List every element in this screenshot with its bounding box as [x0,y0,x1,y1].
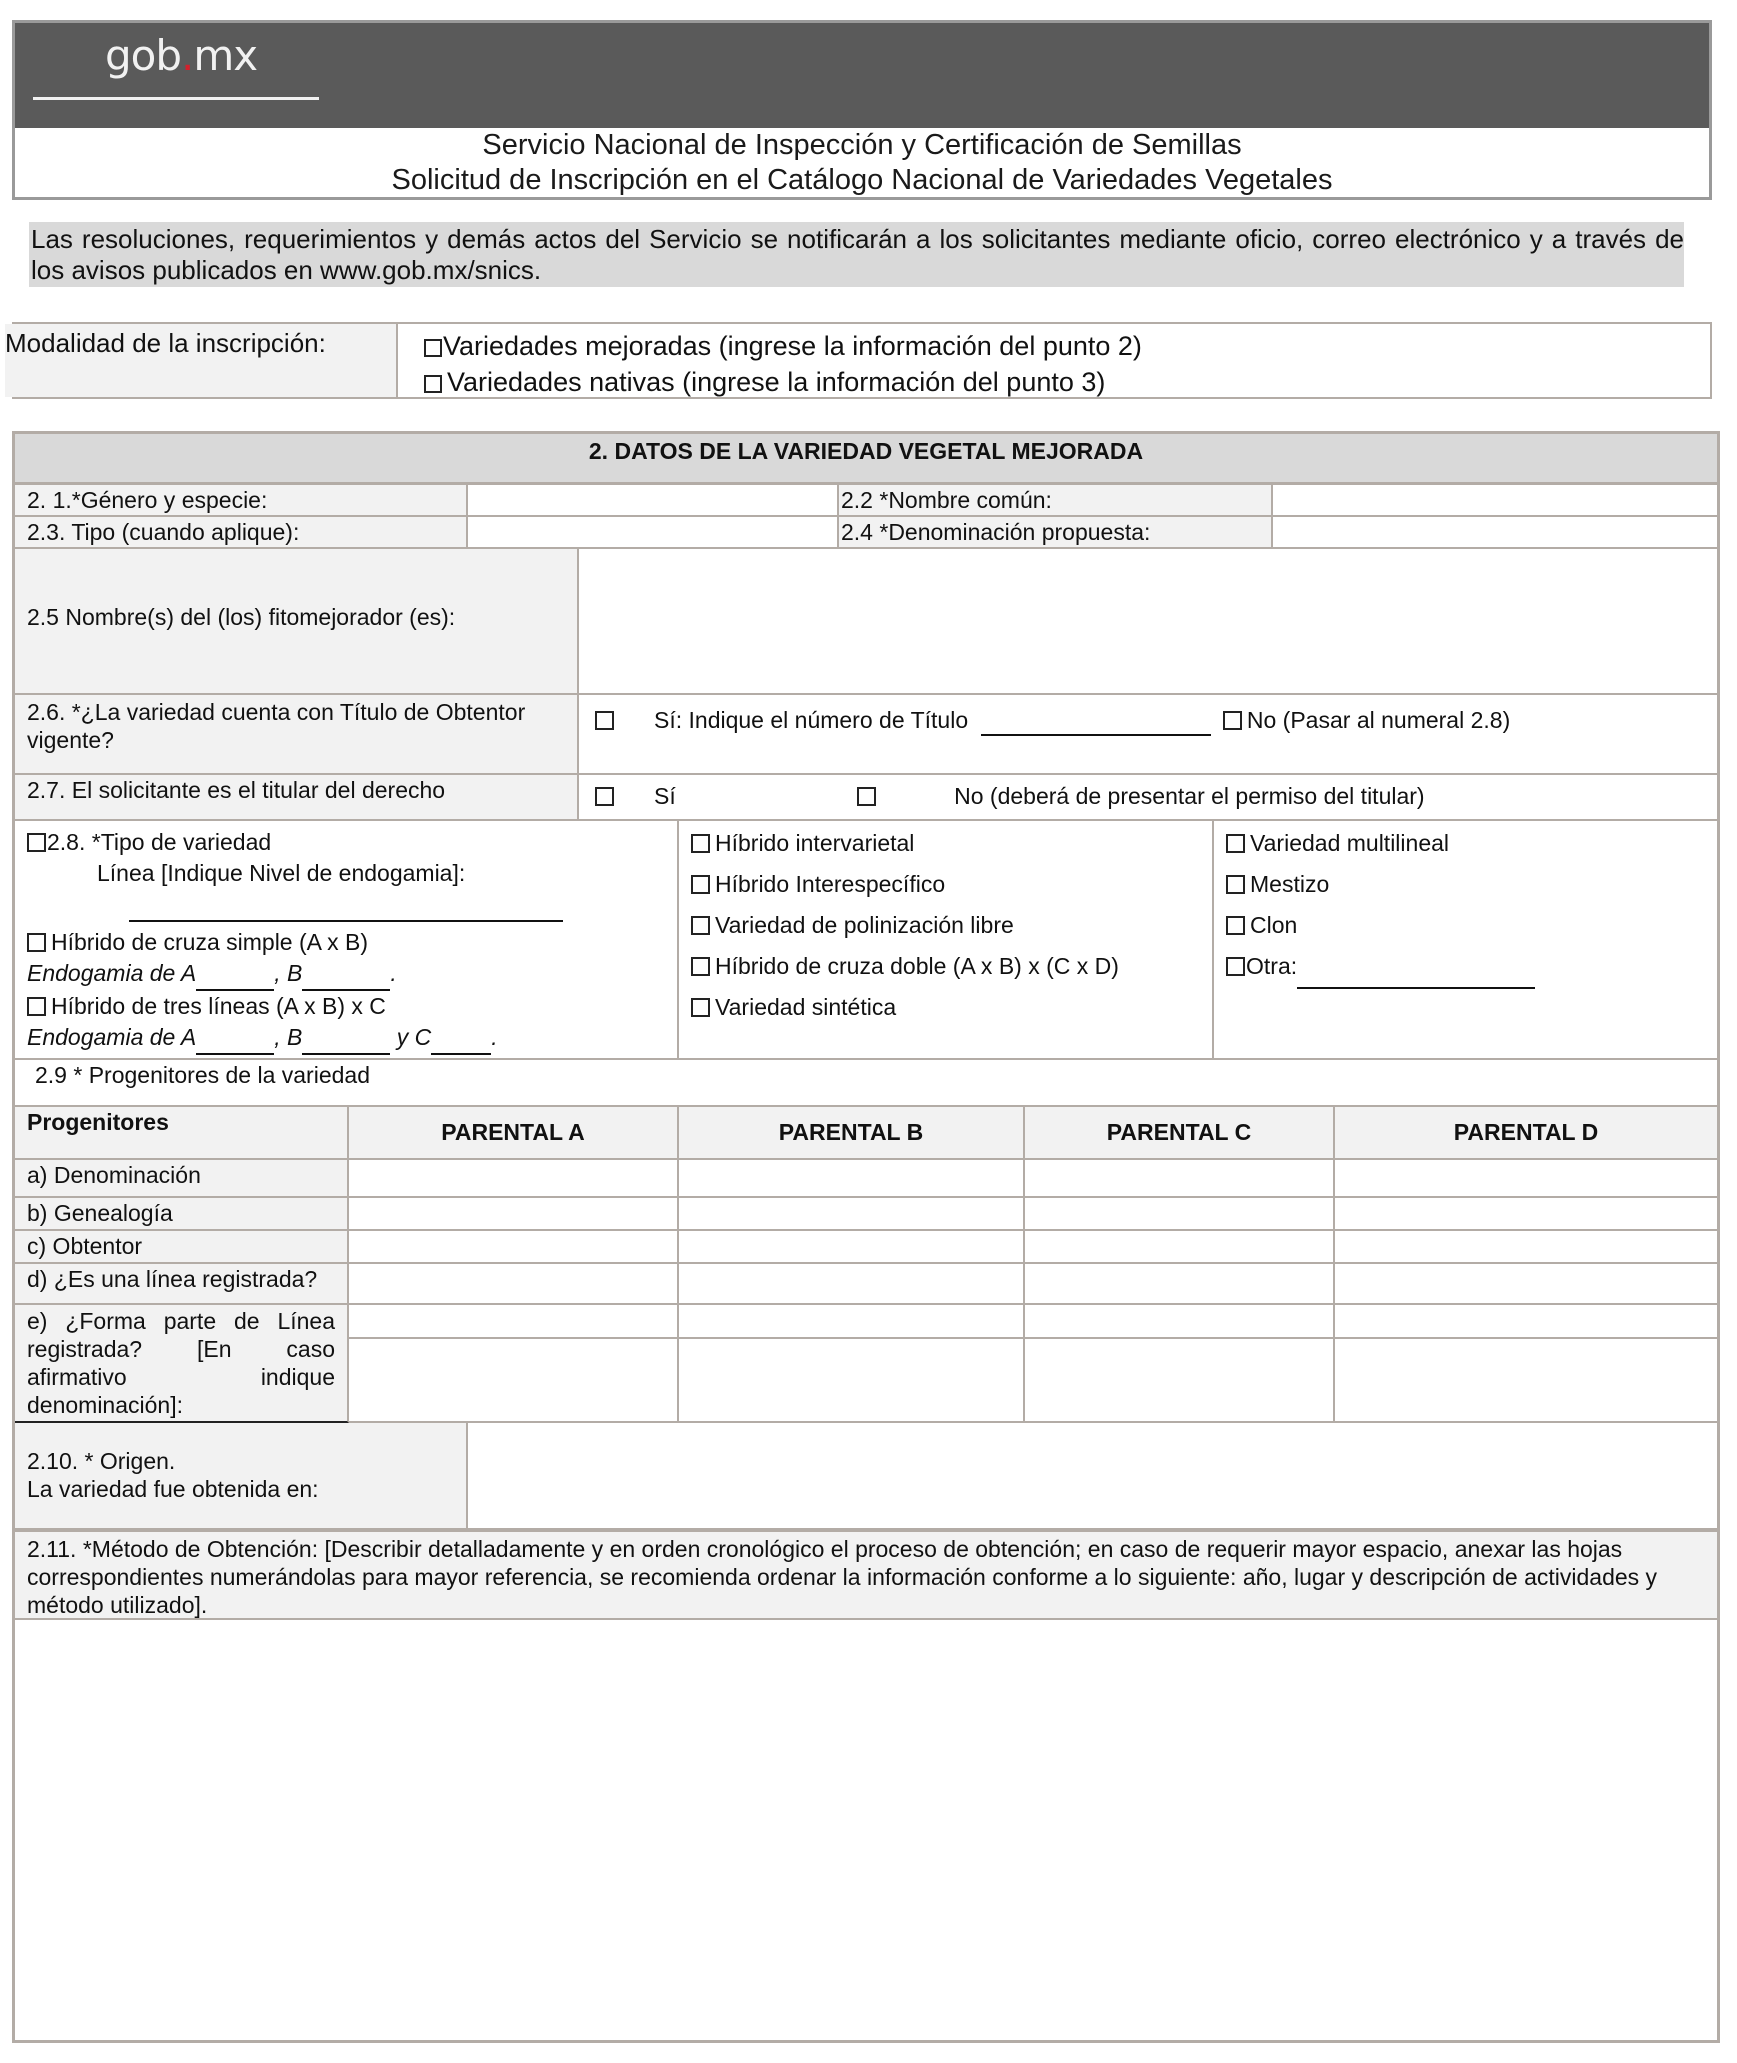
cell-obtentor-c[interactable] [1025,1231,1335,1264]
tipo-variedad-col1 [15,821,679,1060]
label-nombre-comun: 2.2 *Nombre común: [839,485,1273,517]
input-fitomejorador[interactable] [579,549,1717,695]
option-mejoradas[interactable]: Variedades mejoradas (ingrese la información del punto 2) [424,328,1142,364]
checkbox-multilineal[interactable] [1226,834,1245,853]
checkbox-otra[interactable] [1226,957,1245,976]
section-2-title: 2. DATOS DE LA VARIEDAD VEGETAL MEJORADA [15,434,1717,485]
cell-forma-parte-c-1[interactable] [1025,1305,1335,1339]
option-hibrido-interespecifico[interactable]: Híbrido Interespecífico [691,864,1200,905]
endogamia-tres-b[interactable] [302,1022,390,1055]
cell-forma-parte-b-1[interactable] [679,1305,1025,1339]
numero-titulo-line[interactable] [981,707,1211,736]
checkbox-mestizo[interactable] [1226,875,1245,894]
option-cruza-doble[interactable]: Híbrido de cruza doble (A x B) x (C x D) [691,946,1200,987]
option-nativas[interactable]: Variedades nativas (ingrese la información del punto 3) [424,364,1142,400]
checkbox-tres-lineas[interactable] [27,997,46,1016]
cell-denominacion-b[interactable] [679,1160,1025,1198]
col-parental-a: PARENTAL A [349,1107,679,1160]
cell-genealogia-d[interactable] [1335,1198,1717,1231]
endogamia-simple-a[interactable] [196,958,274,991]
cell-linea-registrada-a[interactable] [349,1264,679,1305]
cell-denominacion-a[interactable] [349,1160,679,1198]
progenitores-header: Progenitores [15,1107,349,1160]
row-linea-registrada-label: d) ¿Es una línea registrada? [15,1264,349,1305]
row-obtentor-label: c) Obtentor [15,1231,349,1264]
endogamia-simple: Endogamia de A , B . [27,958,665,991]
endogamia-tres: Endogamia de A , B y C . [27,1022,665,1055]
linea-endogamia-label: Línea [Indique Nivel de endogamia]: [97,860,466,886]
cell-denominacion-d[interactable] [1335,1160,1717,1198]
logo-underline [33,97,319,100]
checkbox-mejoradas[interactable] [424,339,442,357]
option-clon[interactable]: Clon [1226,905,1705,946]
title-line-1: Servicio Nacional de Inspección y Certificación de Semillas [482,129,1242,161]
modalidad-box [5,322,1712,399]
linea-endogamia-field[interactable] [27,889,665,927]
title-line-2: Solicitud de Inscripción en el Catálogo Nacional de Variedades Vegetales [391,164,1333,196]
option-multilineal[interactable]: Variedad multilineal [1226,823,1705,864]
col-parental-c: PARENTAL C [1025,1107,1335,1160]
option-tipo-variedad[interactable]: 2.8. *Tipo de variedad [27,827,665,858]
input-denominacion-propuesta[interactable] [1273,517,1717,549]
checkbox-titular-no[interactable] [857,787,876,806]
cell-obtentor-d[interactable] [1335,1231,1717,1264]
col-parental-b: PARENTAL B [679,1107,1025,1160]
cell-forma-parte-d-1[interactable] [1335,1305,1717,1339]
option-mestizo[interactable]: Mestizo [1226,864,1705,905]
option-cruza-simple[interactable]: Híbrido de cruza simple (A x B) [27,927,665,958]
cell-forma-parte-c-2[interactable] [1025,1339,1335,1423]
row-genealogia-label: b) Genealogía [15,1198,349,1231]
modalidad-options [424,328,1142,400]
section-2 [12,431,1720,2043]
header-band [15,23,1709,128]
checkbox-variedad-sintetica[interactable] [691,998,710,1017]
col-parental-d: PARENTAL D [1335,1107,1717,1160]
titulo-obtentor-options: Sí: Indique el número de Título No (Pasar al numeral 2.8) [579,695,1717,775]
checkbox-clon[interactable] [1226,916,1245,935]
checkbox-hibrido-intervarietal[interactable] [691,834,710,853]
input-origen[interactable] [468,1423,1717,1530]
row-denominacion-label: a) Denominación [15,1160,349,1198]
label-origen: 2.10. * Origen. La variedad fue obtenida en: [15,1423,468,1530]
checkbox-cruza-doble[interactable] [691,957,710,976]
cell-obtentor-a[interactable] [349,1231,679,1264]
endogamia-tres-a[interactable] [196,1022,274,1055]
checkbox-titulo-no[interactable] [1223,711,1242,730]
option-tres-lineas[interactable]: Híbrido de tres líneas (A x B) x C [27,991,665,1022]
cell-forma-parte-b-2[interactable] [679,1339,1025,1423]
label-denominacion-propuesta: 2.4 *Denominación propuesta: [839,517,1273,549]
option-otra[interactable]: Otra: [1226,946,1705,989]
cell-linea-registrada-d[interactable] [1335,1264,1717,1305]
input-metodo-obtencion[interactable] [15,1620,1717,2040]
checkbox-hibrido-interespecifico[interactable] [691,875,710,894]
option-polinizacion-libre[interactable]: Variedad de polinización libre [691,905,1200,946]
page-header [12,20,1712,200]
cell-linea-registrada-c[interactable] [1025,1264,1335,1305]
cell-genealogia-b[interactable] [679,1198,1025,1231]
cell-linea-registrada-b[interactable] [679,1264,1025,1305]
label-progenitores: 2.9 * Progenitores de la variedad [15,1060,1717,1107]
form-title [15,128,1709,198]
cell-forma-parte-a-2[interactable] [349,1339,679,1423]
cell-genealogia-a[interactable] [349,1198,679,1231]
row-forma-parte-label: e) ¿Forma parte de Línea registrada? [En caso afirmativo indique denominación]: [15,1305,349,1423]
checkbox-tipo-variedad[interactable] [27,833,46,852]
checkbox-cruza-simple[interactable] [27,933,46,952]
label-tipo: 2.3. Tipo (cuando aplique): [15,517,468,549]
label-titulo-obtentor: 2.6. *¿La variedad cuenta con Título de Obtentor vigente? [15,695,579,775]
cell-forma-parte-d-2[interactable] [1335,1339,1717,1423]
input-tipo[interactable] [468,517,839,549]
gob-mx-logo: gob.mx [105,31,258,80]
cell-forma-parte-a-1[interactable] [349,1305,679,1339]
checkbox-titular-si[interactable] [595,787,614,806]
label-genero-especie: 2. 1.*Género y especie: [15,485,468,517]
notice-banner: Las resoluciones, requerimientos y demás actos del Servicio se notificarán a los solicitantes mediante oficio, correo electrónico y a través de los avisos publicados en www.gob.mx/snics. [31,224,1684,285]
label-titular-derecho: 2.7. El solicitante es el titular del derecho [15,775,579,821]
tipo-variedad-col2 [679,821,1214,1060]
checkbox-titulo-si[interactable] [595,711,614,730]
tipo-variedad-col3 [1214,821,1717,1060]
checkbox-nativas[interactable] [424,375,442,393]
endogamia-simple-b[interactable] [302,958,390,991]
input-nombre-comun[interactable] [1273,485,1717,517]
otra-field[interactable] [1297,946,1535,989]
cell-obtentor-b[interactable] [679,1231,1025,1264]
label-metodo-obtencion: 2.11. *Método de Obtención: [Describir detalladamente y en orden cronológico el proceso de obtención; en caso de requerir mayor espacio, anexar las hojas correspondientes numerándolas para mayor referencia, se recomienda ordenar la información conforme a lo siguiente: año, lugar y descripción de actividades y método utilizado]. [15,1530,1717,1620]
option-variedad-sintetica[interactable]: Variedad sintética [691,987,1200,1028]
input-genero-especie[interactable] [468,485,839,517]
option-hibrido-intervarietal[interactable]: Híbrido intervarietal [691,823,1200,864]
cell-genealogia-c[interactable] [1025,1198,1335,1231]
modalidad-label: Modalidad de la inscripción: [5,324,398,397]
endogamia-tres-c[interactable] [431,1022,491,1055]
cell-denominacion-c[interactable] [1025,1160,1335,1198]
label-fitomejorador: 2.5 Nombre(s) del (los) fitomejorador (es): [15,549,579,695]
titular-derecho-options: Sí No (deberá de presentar el permiso del titular) [579,775,1717,821]
checkbox-polinizacion-libre[interactable] [691,916,710,935]
